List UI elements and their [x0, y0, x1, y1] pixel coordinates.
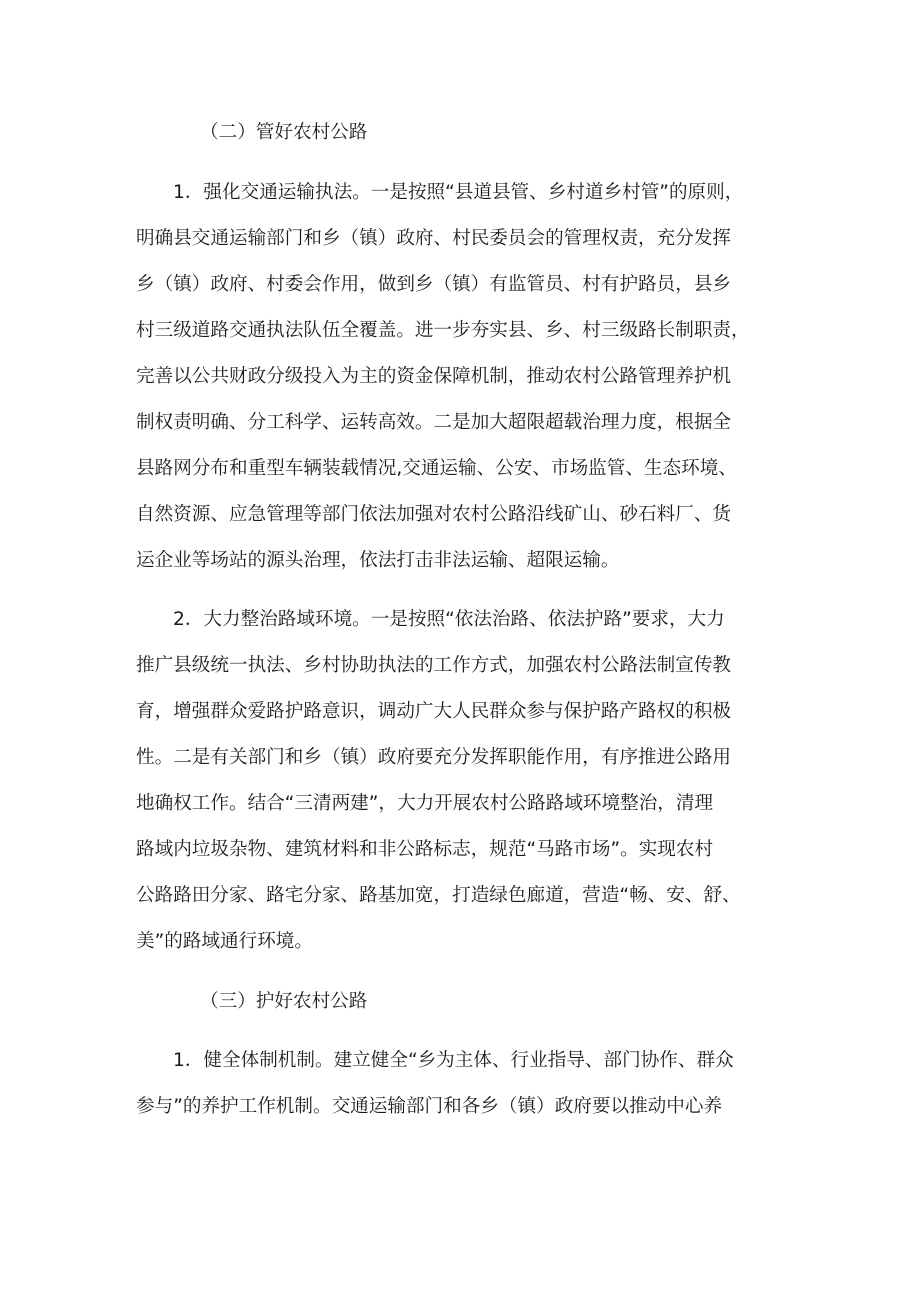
text-line: 自然资源、应急管理等部门依法加强对农村公路沿线矿山、砂石料厂、货 — [136, 504, 732, 525]
text-line: 地确权工作。结合“三清两建”，大力开展农村公路路域环境整治，清理 — [136, 793, 714, 814]
text-line: 制权责明确、分工科学、运转高效。二是加大超限超载治理力度，根据全 — [136, 412, 732, 433]
text-line: 性。二是有关部门和乡（镇）政府要充分发挥职能作用，有序推进公路用 — [136, 747, 732, 768]
text-line: 推广县级统一执法、乡村协助执法的工作方式，加强农村公路法制宣传教 — [136, 655, 732, 676]
text-line: 完善以公共财政分级投入为主的资金保障机制，推动农村公路管理养护机 — [136, 366, 732, 387]
text-line: 村三级道路交通执法队伍全覆盖。进一步夯实县、乡、村三级路长制职责， — [136, 320, 750, 341]
text-line: 明确县交通运输部门和乡（镇）政府、村民委员会的管理权责，充分发挥 — [136, 228, 732, 249]
section-heading: （三）护好农村公路 — [200, 991, 368, 1012]
text-line: 参与”的养护工作机制。交通运输部门和各乡（镇）政府要以推动中心养 — [136, 1096, 723, 1117]
text-line: 1．健全体制机制。建立健全“乡为主体、行业指导、部门协作、群众 — [173, 1050, 734, 1071]
text-line: 2．大力整治路域环境。一是按照“依法治路、依法护路”要求，大力 — [173, 609, 725, 630]
text-line: 路域内垃圾杂物、建筑材料和非公路标志，规范“马路市场”。实现农村 — [136, 839, 714, 860]
text-line: 运企业等场站的源头治理，依法打击非法运输、超限运输。 — [136, 550, 620, 571]
section-heading: （二）管好农村公路 — [200, 122, 368, 143]
text-line: 1．强化交通运输执法。一是按照“县道县管、乡村道乡村管”的原则， — [173, 182, 744, 203]
text-line: 乡（镇）政府、村委会作用，做到乡（镇）有监管员、村有护路员，县乡 — [136, 274, 732, 295]
text-line: 育，增强群众爱路护路意识，调动广大人民群众参与保护路产路权的积极 — [136, 701, 732, 722]
text-line: 公路路田分家、路宅分家、路基加宽，打造绿色廊道，营造“畅、安、舒、 — [136, 885, 741, 906]
text-line: 美”的路域通行环境。 — [136, 931, 313, 952]
text-line: 县路网分布和重型车辆装载情况,交通运输、公安、市场监管、生态环境、 — [136, 458, 737, 479]
